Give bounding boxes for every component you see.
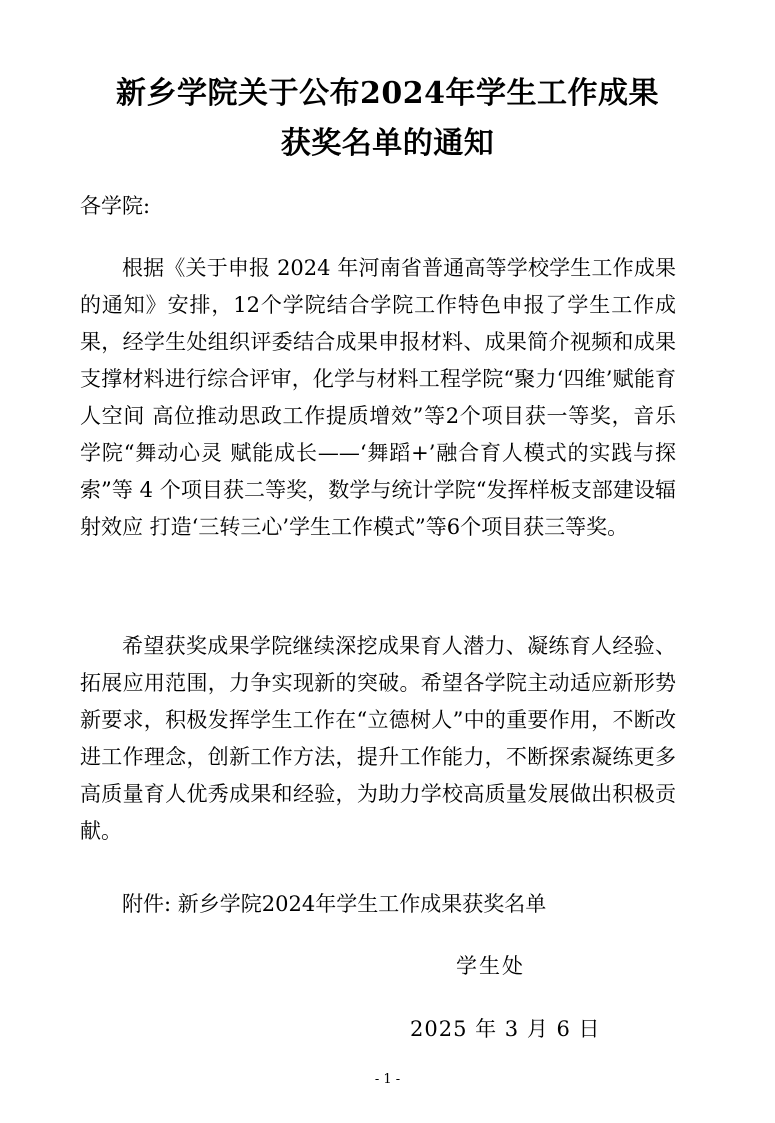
body-paragraph-2: 希望获奖成果学院继续深挖成果育人潜力、凝练育人经验、拓展应用范围，力争实现新的突破。希望各学院主动适应新形势新要求，积极发挥学生工作在“立德树人”中的重要作用，不断改进工作理念，创新工作方法，提升工作能力，不断探索凝练更多高质量育人优秀成果和经验，为助力学校高质量发展做出积极贡献。 — [80, 634, 676, 843]
attachment-line: 附件: 新乡学院2024年学生工作成果获奖名单 — [122, 892, 547, 916]
signature-department: 学生处 — [456, 954, 525, 978]
page-number: - 1 - — [374, 1072, 401, 1087]
signature-date: 2025 年 3 月 6 日 — [410, 1017, 601, 1041]
body-paragraph-1: 根据《关于申报 2024 年河南省普通高等学校学生工作成果的通知》安排，12个学院结合学院工作特色申报了学生工作成果，经学生处组织评委结合成果申报材料、成果简介视频和成果支撑材料进行综合评审，化学与材料工程学院“聚力‘四维’赋能育人空间 高位推动思政工作提质增效”等2个项目获一等奖，音乐学院“舞动心灵 赋能成长——‘舞蹈+’融合育人模式的实践与探索”等 4 个项目获二等奖，数学与统计学院“发挥样板支部建设辐射效应 打造‘三转三心’学生工作模式”等6个项目获三等奖。 — [80, 256, 676, 539]
document-title-line-2: 获奖名单的通知 — [280, 126, 495, 161]
document-title-line-1: 新乡学院关于公布2024年学生工作成果 — [116, 76, 659, 111]
salutation: 各学院: — [80, 194, 151, 218]
